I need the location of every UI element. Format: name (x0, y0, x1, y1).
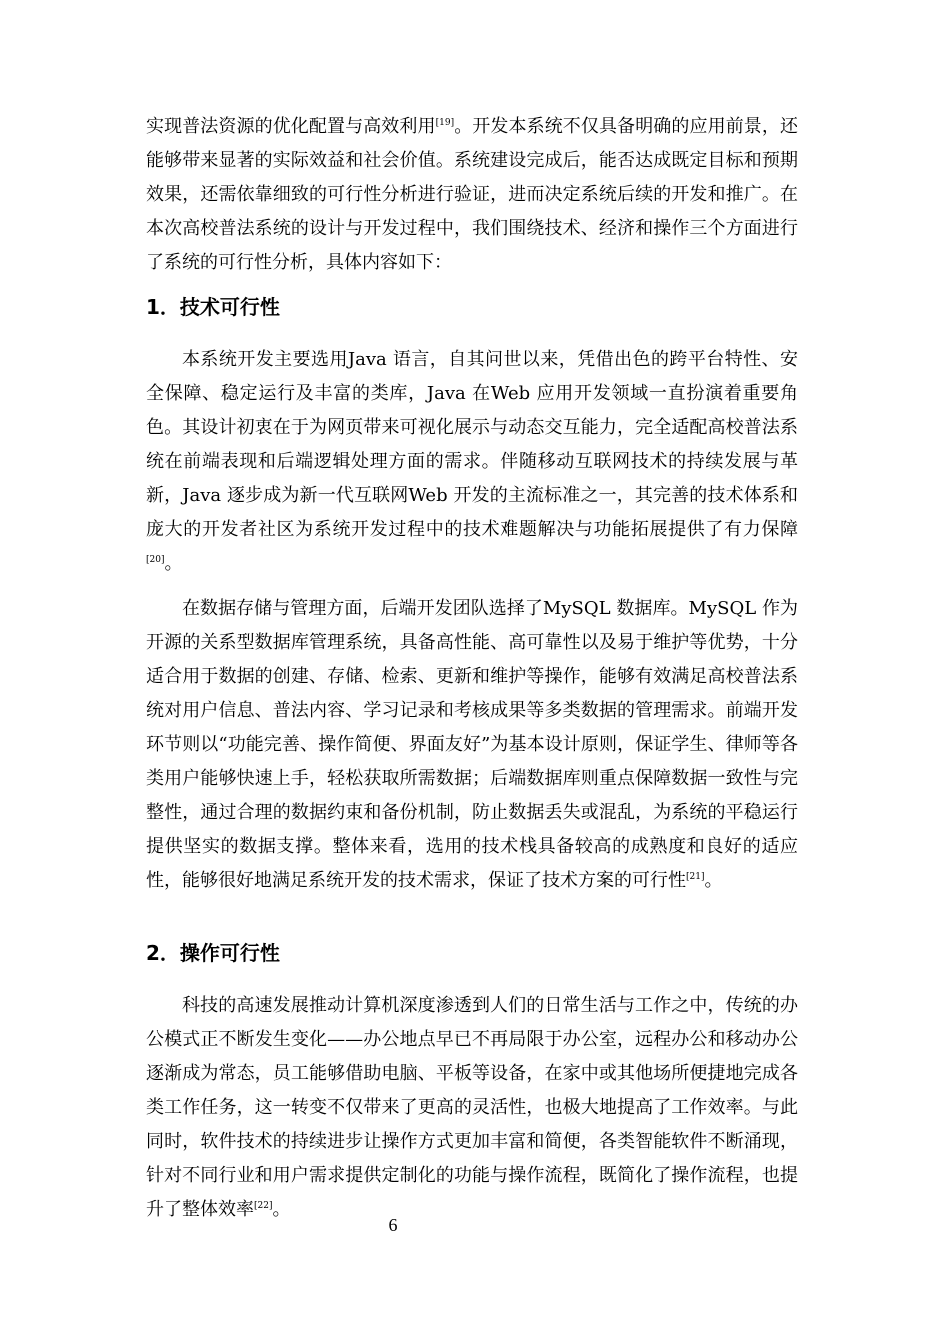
intro-text: 实现普法资源的优化配置与高效利用 (146, 116, 436, 137)
technical-java-text: 本系统开发主要选用Java 语言，自其问世以来，凭借出色的跨平台特性、安全保障、稳定运行及丰富的类库，Java 在Web 应用开发领域一直扮演着重要角色。其设计初衷在于为网页带来可视化展示与动态交互能力，完全适配高校普法系统在前端表现和后端逻辑处理方面的需求。伴随移动互联网技术的持续发展与革新，Java 逐步成为新一代互联网Web 开发的主流标准之一，其完善的技术体系和庞大的开发者社区为系统开发过程中的技术难题解决与功能拓展提供了有力保障 (146, 349, 798, 540)
section-heading-operational: 2．操作可行性 (146, 941, 280, 965)
technical-mysql-text: 在数据存储与管理方面，后端开发团队选择了MySQL 数据库。MySQL 作为开源的关系型数据库管理系统，具备高性能、高可靠性以及易于维护等优势，十分适合用于数据的创建、存储、检索、更新和维护等操作，能够有效满足高校普法系统对用户信息、普法内容、学习记录和考核成果等多类数据的管理需求。前端开发环节则以“功能完善、操作简便、界面友好”为基本设计原则，保证学生、律师等各类用户能够快速上手，轻松获取所需数据；后端数据库则重点保障数据一致性与完整性，通过合理的数据约束和备份机制，防止数据丢失或混乱，为系统的平稳运行提供坚实的数据支撑。整体来看，选用的技术栈具备较高的成熟度和良好的适应性，能够很好地满足系统开发的技术需求，保证了技术方案的可行性 (146, 598, 798, 891)
operational-text: 科技的高速发展推动计算机深度渗透到人们的日常生活与工作之中，传统的办公模式正不断发生变化——办公地点早已不再局限于办公室，远程办公和移动办公逐渐成为常态，员工能够借助电脑、平板等设备，在家中或其他场所便捷地完成各类工作任务，这一转变不仅带来了更高的灵活性，也极大地提高了工作效率。与此同时，软件技术的持续进步让操作方式更加丰富和简便，各类智能软件不断涌现，针对不同行业和用户需求提供定制化的功能与操作流程，既简化了操作流程，也提升了整体效率 (146, 995, 798, 1220)
citation-19: [19] (435, 118, 455, 128)
intro-paragraph (146, 110, 798, 280)
intro-tail: 。开发本系统不仅具备明确的应用前景，还能够带来显著的实际效益和社会价值。系统建设完成后，能否达成既定目标和预期效果，还需依靠细致的可行性分析进行验证，进而决定系统后续的开发和推广。在本次高校普法系统的设计与开发过程中，我们围绕技术、经济和操作三个方面进行了系统的可行性分析，具体内容如下： (146, 116, 799, 273)
citation-22: [22] (254, 1201, 273, 1211)
technical-mysql-tail: 。 (704, 870, 723, 891)
technical-paragraph-java (146, 343, 798, 581)
citation-20: [20] (146, 555, 165, 565)
section-heading-technical: 1．技术可行性 (146, 295, 280, 319)
page-number: 6 (388, 1215, 398, 1235)
operational-tail: 。 (272, 1199, 291, 1220)
technical-paragraph-mysql (146, 592, 798, 898)
operational-paragraph (146, 989, 798, 1227)
citation-21: [21] (686, 872, 705, 882)
technical-java-tail: 。 (164, 553, 183, 574)
